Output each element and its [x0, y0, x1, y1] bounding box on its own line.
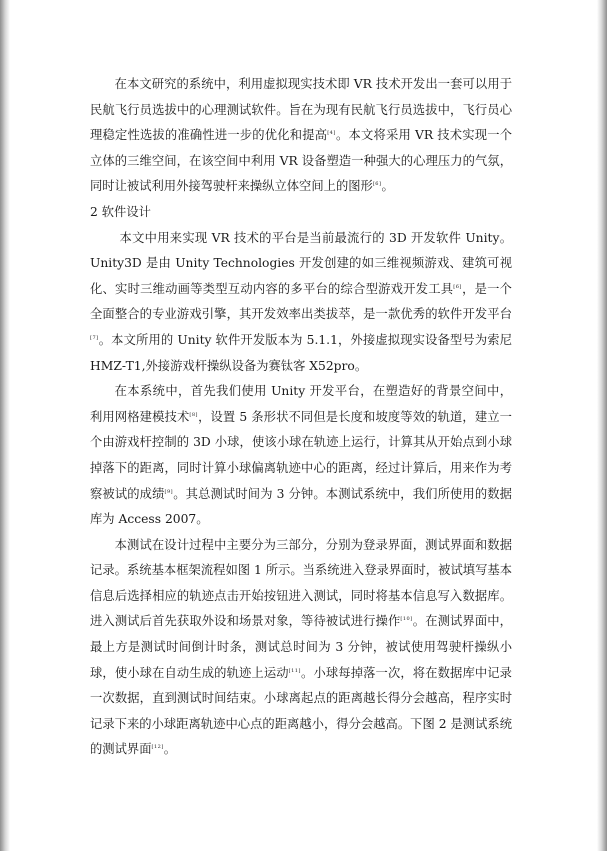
- paragraph-text: ，设置 5 条形状不同但是长度和坡度等效的轨道，建立一个由游戏杆控制的 3D 小球，使该小球在轨迹上运行，计算其从开始点到小球掉落下的距离，同时计算小球偏离轨迹中心的距离，经过计算后，用来作为考察被试的成绩: [90, 409, 512, 501]
- paragraph-design: [90, 533, 512, 763]
- paragraph-intro: [90, 72, 512, 200]
- page-left-shadow: [0, 0, 10, 851]
- paragraph-text: 本文中用来实现 VR 技术的平台是当前最流行的 3D 开发软件 Unity。Unity3D 是由 Unity Technologies 开发创建的如三维视频游戏、建筑可视化、实时三维动画等类型互动内容的多平台的综合型游戏开发工具: [90, 230, 512, 296]
- paragraph-system: [90, 379, 512, 533]
- paragraph-text: 本测试在设计过程中主要分为三部分，分别为登录界面，测试界面和数据记录。系统基本框架流程如图 1 所示。当系统进入登录界面时，被试填写基本信息后选择相应的轨迹点击开始按钮进入测试，同时将基本信息写入数据库。进入测试后首先获取外设和场景对象，等待被试进行操作: [90, 537, 512, 629]
- section-heading: 2 软件设计: [90, 204, 151, 219]
- page-right-shadow: [597, 0, 607, 851]
- citation-ref: [7]: [90, 334, 99, 341]
- paragraph-platform: [90, 226, 512, 380]
- paragraph-text: 。小球每掉落一次，将在数据库中记录一次数据，直到测试时间结束。小球离起点的距离越长得分会越高，程序实时记录下来的小球距离轨迹中心点的距离越小，得分会越高。下图 2 是测试系统的测试界面: [90, 665, 512, 757]
- paragraph-text: 。: [163, 742, 177, 757]
- citation-ref: [8]: [189, 411, 198, 418]
- paragraph-text: 。: [381, 179, 394, 194]
- paragraph-text: 。在测试界面中，最上方是测试时间倒计时条，测试总时间为 3 分钟，被试使用驾驶杆操纵小球，使小球在自动生成的轨迹上运动: [90, 614, 512, 680]
- citation-ref: [6]: [372, 181, 382, 188]
- paragraph-text: 在本文研究的系统中，利用虚拟现实技术即 VR 技术开发出一套可以用于民航飞行员选拔中的心理测试软件。旨在为现有民航飞行员选拔中，飞行员心理稳定性选拔的准确性进一步的优化和提高: [90, 77, 512, 143]
- citation-ref: [12]: [151, 744, 164, 751]
- citation-ref: [6]: [453, 283, 462, 290]
- citation-ref: [9]: [164, 488, 174, 495]
- citation-ref: [4]: [327, 130, 336, 137]
- paragraph-text: 在本系统中，首先我们使用 Unity 开发平台，在塑造好的背景空间中，利用网格建模技术: [90, 384, 512, 424]
- paragraph-text: 。本文所用的 Unity 软件开发版本为 5.1.1，外接虚拟现实设备型号为索尼 HMZ-T1,外接游戏杆操纵设备为赛钛客 X52pro。: [90, 332, 512, 373]
- citation-ref: [10]: [400, 616, 413, 623]
- paragraph-text: 。本文将采用 VR 技术实现一个立体的三维空间，在该空间中利用 VR 设备塑造一种强大的心理压力的气氛，同时让被试利用外接驾驶杆来操纵立体空间上的图形: [90, 128, 512, 194]
- paragraph-text: ，是一个全面整合的专业游戏引擎，其开发效率出类拔萃，是一款优秀的软件开发平台: [90, 281, 512, 322]
- citation-ref: [11]: [288, 667, 301, 674]
- paragraph-text: 。其总测试时间为 3 分钟。本测试系统中，我们所使用的数据库为 Access 2007。: [90, 486, 512, 527]
- article-body: [90, 72, 512, 763]
